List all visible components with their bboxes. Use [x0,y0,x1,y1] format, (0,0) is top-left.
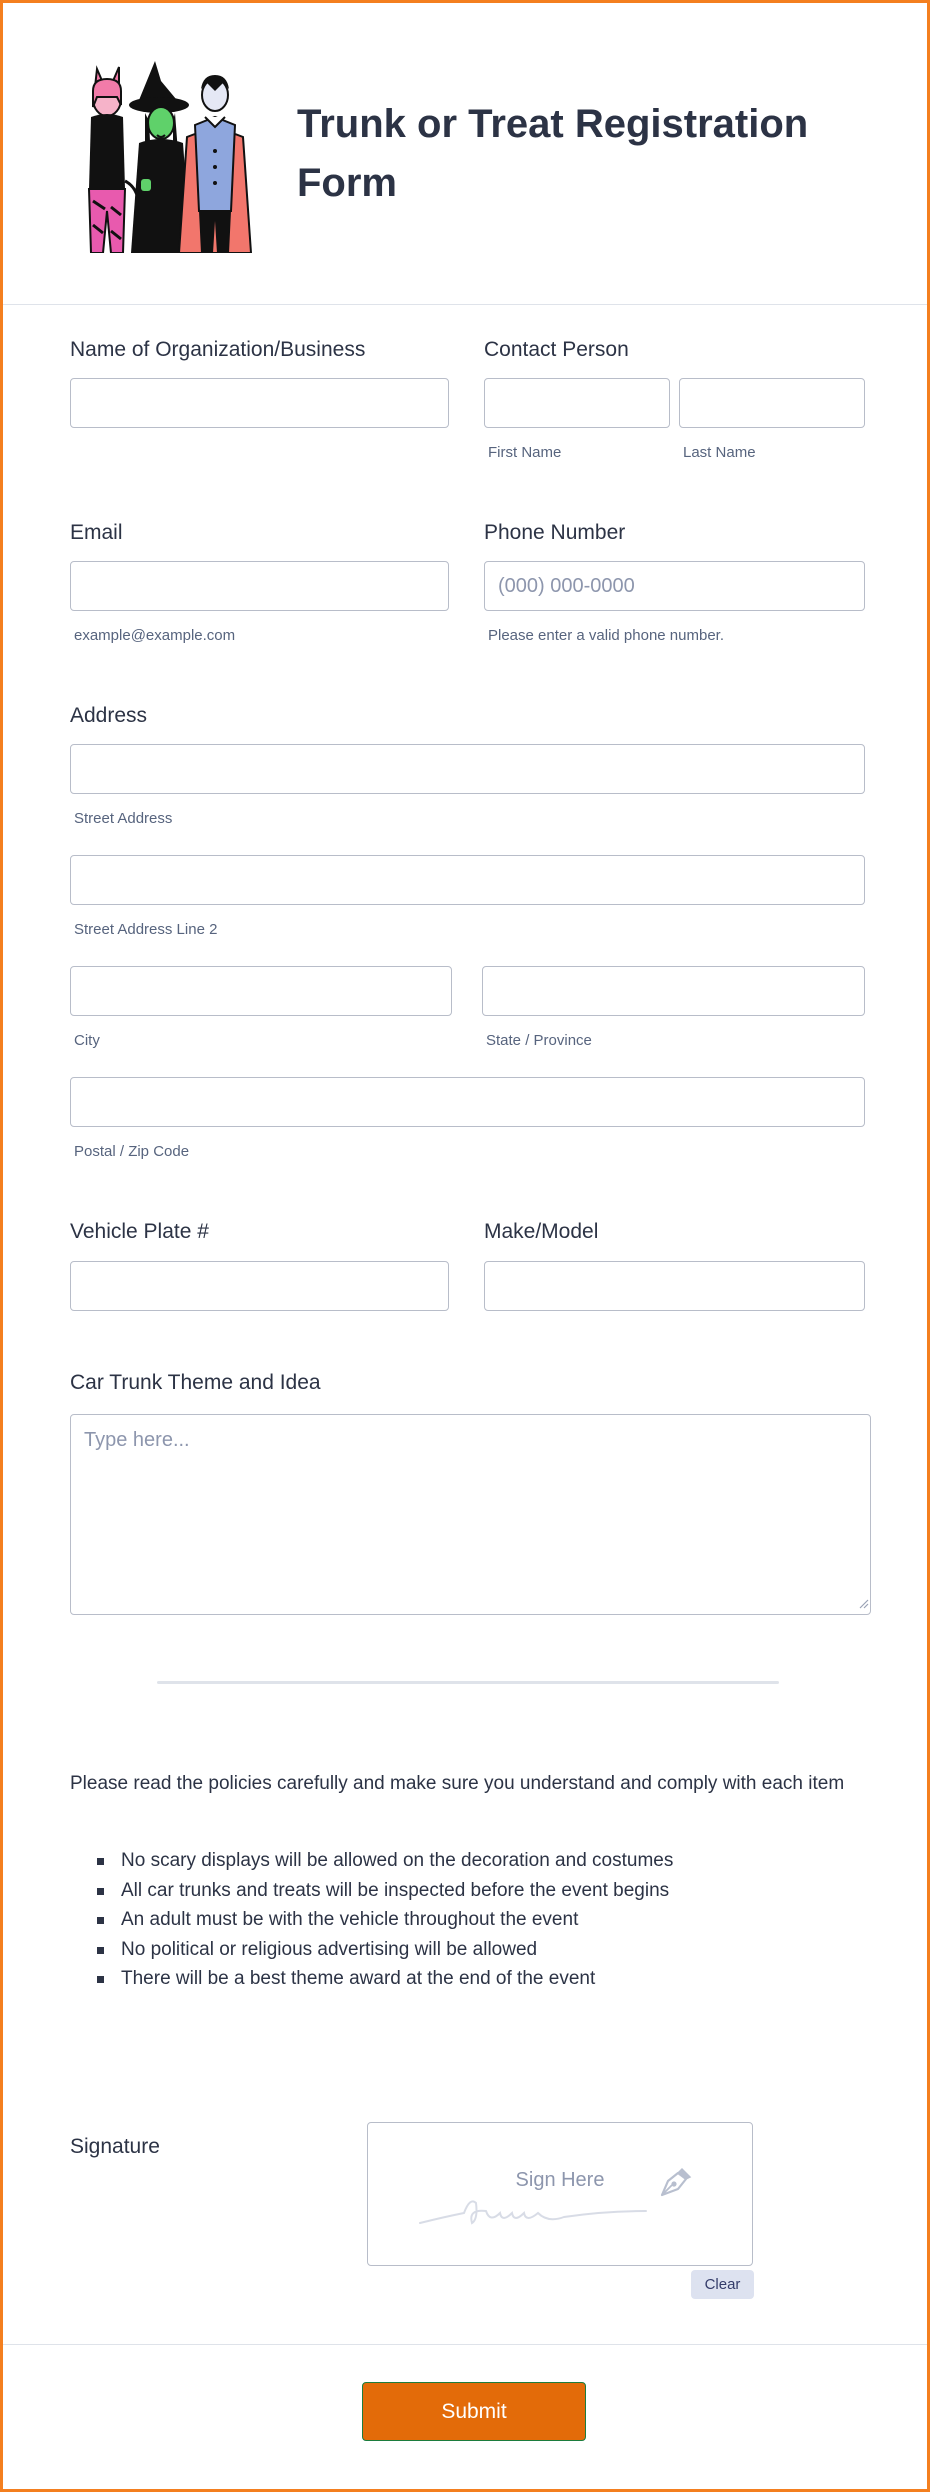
resize-grip-icon[interactable] [857,1597,869,1609]
email-label: Email [70,521,123,544]
make-model-input[interactable] [484,1261,865,1311]
first-name-sublabel: First Name [488,444,562,461]
last-name-sublabel: Last Name [683,444,756,461]
vampire-costume-figure [179,75,251,253]
list-item [97,1964,877,1994]
city-sublabel: City [74,1032,100,1049]
street-address-input[interactable] [70,744,865,794]
theme-textarea[interactable] [70,1414,871,1615]
bullet-icon [97,1976,104,1983]
signature-label: Signature [70,2135,160,2158]
organization-label: Name of Organization/Business [70,338,366,361]
make-model-label: Make/Model [484,1220,599,1243]
phone-sublabel: Please enter a valid phone number. [488,627,724,644]
footer-divider [3,2344,927,2345]
bullet-icon [97,1888,104,1895]
policy-intro: Please read the policies carefully and make sure you understand and comply with each item [70,1773,845,1794]
state-province-sublabel: State / Province [486,1032,592,1049]
policy-item-text: No political or religious advertising will be allowed [121,1938,538,1960]
list-item [97,1876,877,1906]
street-address-sublabel: Street Address [74,810,173,827]
contact-person-label: Contact Person [484,338,629,361]
bullet-icon [97,1947,104,1954]
postal-code-input[interactable] [70,1077,865,1127]
list-item [97,1846,877,1876]
halloween-illustration [75,61,269,253]
phone-input[interactable] [484,561,865,611]
form-header [3,3,927,305]
list-item [97,1905,877,1935]
organization-input[interactable] [70,378,449,428]
signature-pad[interactable] [367,2122,753,2266]
list-item [97,1935,877,1965]
policy-item-text: No scary displays will be allowed on the decoration and costumes [121,1850,674,1871]
email-sublabel: example@example.com [74,627,236,644]
bullet-icon [97,1917,104,1924]
email-input[interactable] [70,561,449,611]
vehicle-plate-label: Vehicle Plate # [70,1220,209,1243]
city-input[interactable] [70,966,452,1016]
policy-list [97,1846,877,1994]
contact-first-name-input[interactable] [484,378,670,428]
street-address-line2-sublabel: Street Address Line 2 [74,921,218,938]
phone-label: Phone Number [484,521,626,544]
state-province-input[interactable] [482,966,865,1016]
address-label: Address [70,704,148,727]
bullet-icon [97,1858,104,1865]
policy-item-text: There will be a best theme award at the end of the event [121,1968,596,1989]
policy-item-text: All car trunks and treats will be inspected before the event begins [121,1879,670,1901]
section-divider [157,1681,779,1684]
vehicle-plate-input[interactable] [70,1261,449,1311]
submit-button[interactable]: Submit [362,2382,586,2441]
contact-last-name-input[interactable] [679,378,865,428]
theme-label: Car Trunk Theme and Idea [70,1371,321,1394]
form-title: Trunk or Treat Registration Form [297,102,809,205]
postal-code-sublabel: Postal / Zip Code [74,1143,190,1160]
sign-here-prompt: Sign Here [515,2169,605,2191]
street-address-line2-input[interactable] [70,855,865,905]
policy-item-text: An adult must be with the vehicle throughout the event [121,1909,579,1930]
clear-signature-button[interactable]: Clear [691,2270,754,2299]
